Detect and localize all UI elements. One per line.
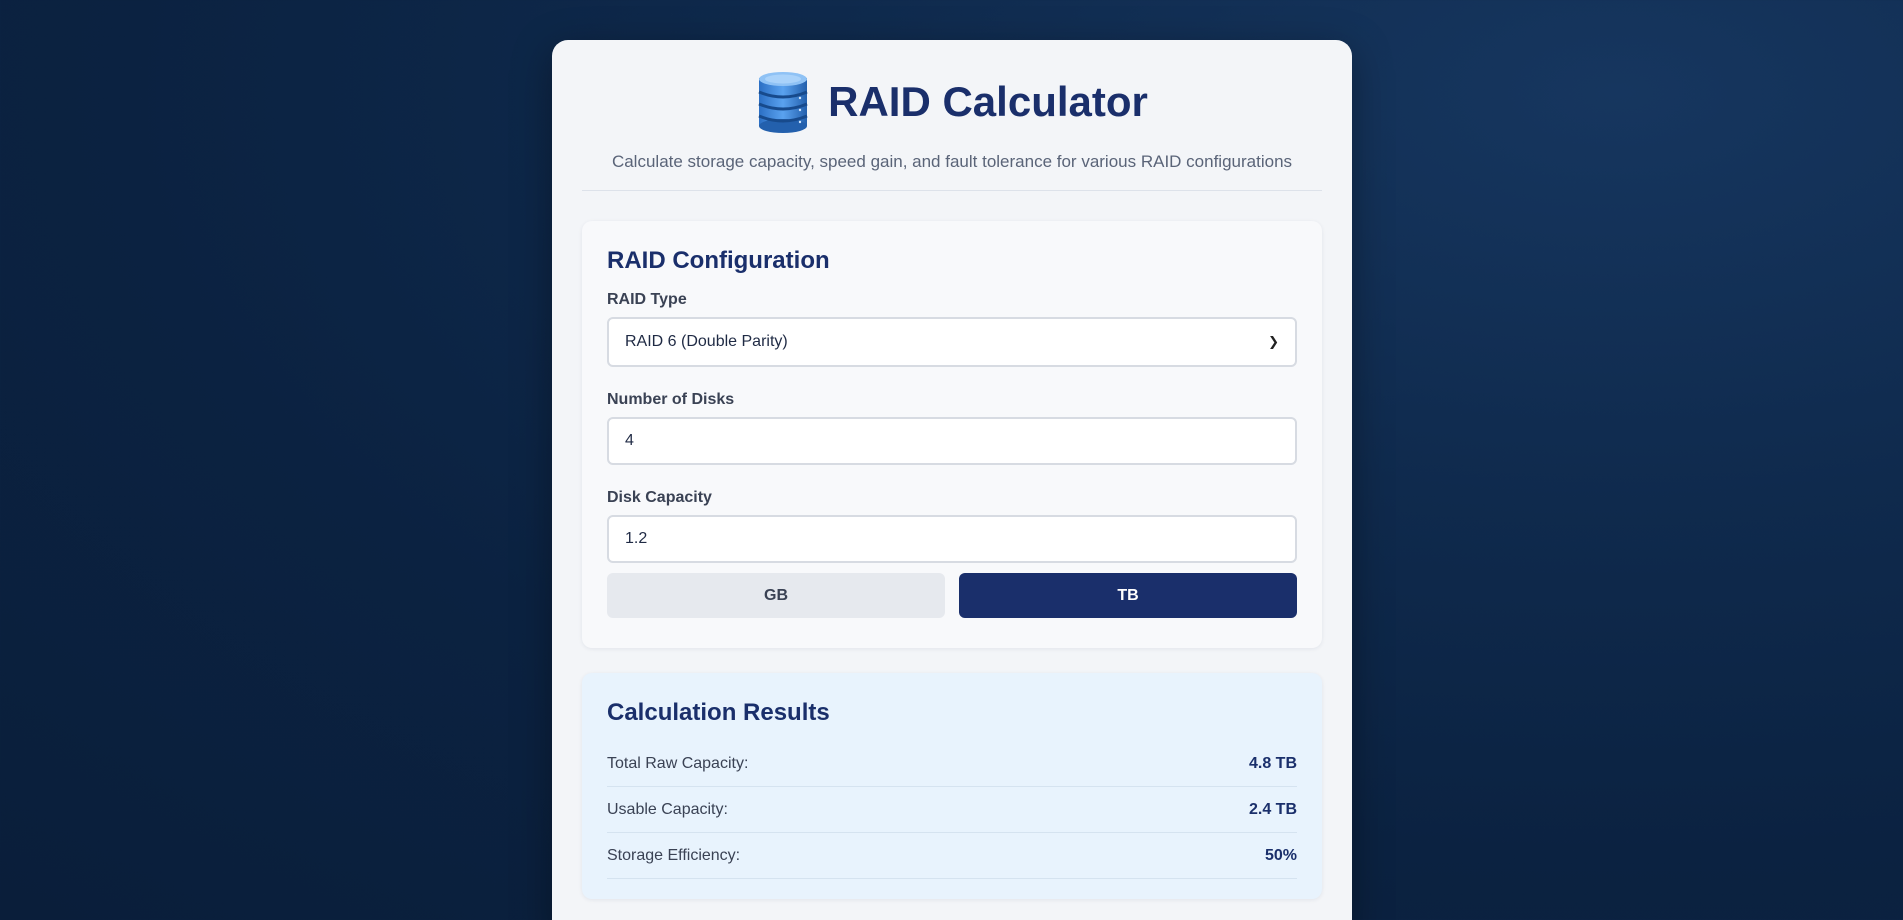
disk-count-input[interactable] xyxy=(607,417,1297,465)
results-heading: Calculation Results xyxy=(607,699,830,726)
calculator-card xyxy=(552,40,1352,920)
raid-type-field xyxy=(607,291,1297,367)
result-value: 4.8 TB xyxy=(1248,754,1297,772)
result-value: 2.4 TB xyxy=(1248,800,1297,818)
result-label: Storage Efficiency: xyxy=(607,846,741,864)
result-value: 50% xyxy=(1264,846,1297,864)
title-row xyxy=(582,70,1322,134)
raid-configuration-section xyxy=(582,221,1322,648)
unit-tb-button[interactable]: TB xyxy=(959,573,1297,618)
disk-count-label: Number of Disks xyxy=(607,391,735,408)
chevron-down-icon: ❯ xyxy=(1268,334,1279,349)
section-heading: RAID Configuration xyxy=(607,247,830,274)
calculation-results-section xyxy=(582,673,1322,899)
disk-capacity-label: Disk Capacity xyxy=(607,489,712,506)
result-row-total-raw xyxy=(607,741,1297,787)
result-row-usable xyxy=(607,787,1297,833)
unit-toggle xyxy=(607,573,1297,618)
page-subtitle: Calculate storage capacity, speed gain, and fault tolerance for various RAID configurations xyxy=(611,152,1293,171)
result-label: Usable Capacity: xyxy=(607,800,728,818)
raid-type-select[interactable] xyxy=(607,317,1297,367)
result-row-efficiency xyxy=(607,833,1297,879)
disk-count-field xyxy=(607,391,1297,465)
page-title: RAID Calculator xyxy=(828,78,1148,125)
unit-gb-button[interactable]: GB xyxy=(607,573,945,618)
raid-type-label: RAID Type xyxy=(607,291,687,308)
header xyxy=(582,40,1322,191)
disk-capacity-field xyxy=(607,489,1297,563)
database-icon xyxy=(756,70,810,134)
disk-capacity-input[interactable] xyxy=(607,515,1297,563)
result-label: Total Raw Capacity: xyxy=(607,754,749,772)
raid-type-selected-value: RAID 6 (Double Parity) xyxy=(625,333,788,350)
